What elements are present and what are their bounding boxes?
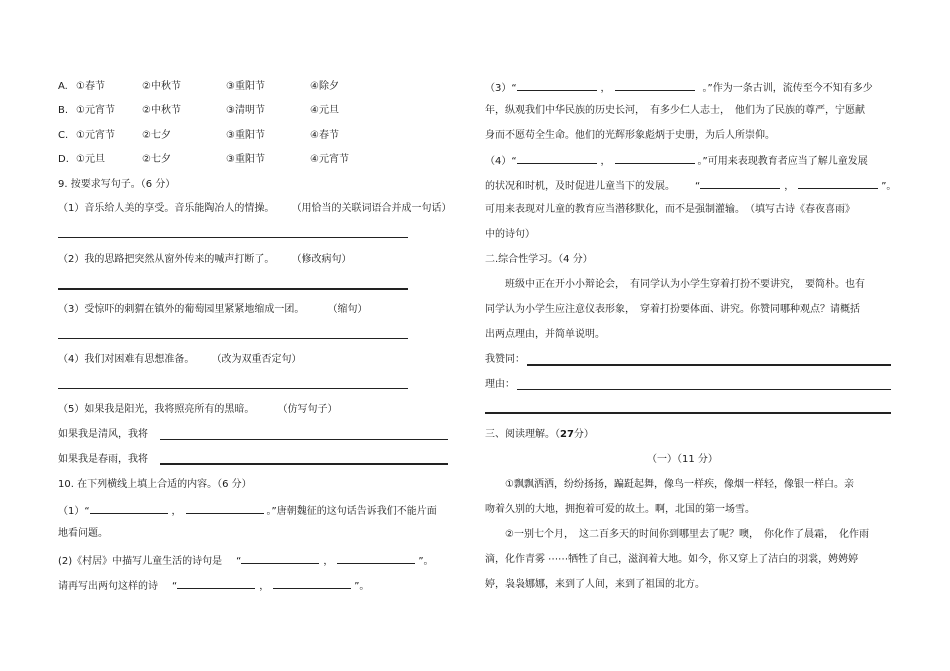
q10-title: 10. 在下列横线上填上合适的内容。（6 分） bbox=[58, 479, 252, 490]
sec2-para-line2: 同学认为小学生应注意仪表形象， 穿着打扮要体面、讲究。你赞同哪种观点？请概括 bbox=[485, 304, 860, 315]
q9-item4-hint: （改为双重否定句） bbox=[211, 354, 302, 365]
passage-p2-line1: ②一别七个月， 这二百多天的时间你到哪里去了呢？噢， 你化作了晨霜， 化作雨 bbox=[505, 529, 869, 540]
choice-option: ②中秋节 bbox=[142, 81, 181, 92]
q9-item5-text: （5）如果我是阳光，我将照亮所有的黑暗。 bbox=[58, 404, 255, 415]
open-quote: “ bbox=[172, 581, 178, 592]
blank-line[interactable] bbox=[241, 553, 319, 564]
close-quote: ”。 bbox=[881, 181, 897, 192]
close-quote: ”。 bbox=[418, 556, 434, 567]
answer-line[interactable] bbox=[160, 463, 448, 465]
choice-option: ②七夕 bbox=[142, 130, 171, 141]
choice-option: ④元旦 bbox=[310, 105, 339, 116]
q9-title: 9. 按要求写句子。（6 分） bbox=[58, 179, 176, 190]
choice-letter[interactable]: C. bbox=[58, 130, 69, 141]
choice-letter[interactable]: B. bbox=[58, 105, 69, 116]
agree-input-line[interactable] bbox=[527, 364, 891, 366]
comma: ， bbox=[600, 156, 611, 167]
choice-option: ④除夕 bbox=[310, 81, 339, 92]
choice-option: ①元宵节 bbox=[76, 130, 115, 141]
q9-fill1-label: 如果我是清风，我将 bbox=[58, 429, 148, 440]
choice-letter[interactable]: A. bbox=[58, 81, 68, 92]
reason-label: 理由： bbox=[485, 379, 515, 390]
choice-option: ②中秋节 bbox=[142, 105, 181, 116]
q9-item2 bbox=[58, 253, 352, 267]
comma: ， bbox=[323, 556, 334, 567]
q9-item1-text: （1）音乐给人美的享受。音乐能陶冶人的情操。 bbox=[58, 203, 275, 214]
passage-p1-line2: 吻着久别的大地，拥抱着可爱的故土。啊，北国的第一场雪。 bbox=[485, 504, 755, 515]
sec3-title-b: 分） bbox=[573, 429, 594, 440]
choice-option: ③重阳节 bbox=[226, 154, 265, 165]
q9-item5-hint: （仿写句子） bbox=[277, 404, 338, 415]
r3-line1 bbox=[485, 80, 873, 96]
r3-open: （3）“ bbox=[485, 83, 517, 94]
choice-option: ④元宵节 bbox=[310, 154, 349, 165]
open-quote: “ bbox=[236, 556, 242, 567]
blank-line[interactable] bbox=[273, 578, 351, 589]
blank-line[interactable] bbox=[517, 153, 597, 164]
answer-line[interactable] bbox=[58, 237, 408, 238]
sec2-para-line1: 班级中正在开小小辩论会， 有同学认为小学生穿着打扮不要讲究， 要简朴。也有 bbox=[505, 279, 865, 290]
choice-option: ③重阳节 bbox=[226, 81, 265, 92]
sec3-title bbox=[485, 428, 594, 442]
passage-p2-line2: 滴，化作青雾 ⋯⋯牺牲了自己，滋润着大地。如今，你又穿上了洁白的羽裳，娉娉婷 bbox=[485, 554, 859, 565]
q9-item2-text: （2）我的思路把突然从窗外传来的喊声打断了。 bbox=[58, 254, 275, 265]
comma: ， bbox=[784, 181, 795, 192]
q9-item1 bbox=[58, 202, 452, 216]
q10-item2 bbox=[58, 553, 434, 569]
comma: ， bbox=[600, 83, 611, 94]
blank-line[interactable] bbox=[700, 178, 780, 189]
sec2-para-line3: 出两点理由，并简单说明。 bbox=[485, 329, 605, 340]
q10-item2-b-text: 请再写出两句这样的诗 bbox=[58, 581, 158, 592]
choice-option: ③重阳节 bbox=[226, 130, 265, 141]
r4-line3: 可用来表现对儿童的教育应当潜移默化，而不是强制灌输。 （填写古诗《春夜喜雨》 bbox=[485, 204, 855, 215]
r4-line4: 中的诗句） bbox=[485, 229, 535, 240]
q9-item3 bbox=[58, 303, 368, 317]
q9-item4-text: （4）我们对困难有思想准备。 bbox=[58, 354, 195, 365]
choice-option: ③清明节 bbox=[226, 105, 265, 116]
q9-fill2-label: 如果我是春雨，我将 bbox=[58, 454, 148, 465]
q10-item2-b bbox=[58, 578, 369, 594]
comma: ， bbox=[259, 581, 270, 592]
sec3-score: 27 bbox=[560, 429, 574, 440]
answer-line[interactable] bbox=[160, 439, 448, 440]
answer-line[interactable] bbox=[58, 388, 408, 389]
r4-open: （4）“ bbox=[485, 156, 517, 167]
r4-close: 。”可用来表现教育者应当了解儿童发展 bbox=[697, 156, 868, 167]
reason-input-line[interactable] bbox=[485, 412, 891, 414]
q9-item2-hint: （修改病句） bbox=[291, 254, 352, 265]
answer-line[interactable] bbox=[58, 338, 408, 339]
comma: ， bbox=[171, 506, 182, 517]
passage-p2-line3: 婷，袅袅娜娜，来到了人间，来到了祖国的北方。 bbox=[485, 579, 705, 590]
blank-line[interactable] bbox=[177, 578, 255, 589]
passage-p1-line1: ①飘飘洒洒，纷纷扬扬，蹁跹起舞，像鸟一样疾，像烟一样轻，像银一样白。亲 bbox=[505, 479, 854, 490]
r4-line2 bbox=[485, 178, 896, 194]
agree-label: 我赞同： bbox=[485, 354, 525, 365]
q9-item4 bbox=[58, 353, 302, 367]
blank-line[interactable] bbox=[90, 503, 168, 514]
choice-option: ①元旦 bbox=[76, 154, 105, 165]
blank-line[interactable] bbox=[798, 178, 878, 189]
r3-line2: 年，纵观我们中华民族的历史长河， 有多少仁人志士， 他们为了民族的尊严，宁愿献 bbox=[485, 105, 865, 116]
sec3-title-a: 三、阅读理解。（ bbox=[485, 429, 560, 440]
blank-line[interactable] bbox=[186, 503, 264, 514]
choice-option: ②七夕 bbox=[142, 154, 171, 165]
q10-item1 bbox=[58, 503, 437, 519]
q9-item1-hint: （用恰当的关联词语合并成一句话） bbox=[291, 203, 452, 214]
answer-line[interactable] bbox=[58, 288, 408, 290]
r3-close: 。”作为一条古训，流传至今不知有多少 bbox=[702, 83, 873, 94]
blank-line[interactable] bbox=[337, 553, 415, 564]
open-quote: “ bbox=[695, 181, 701, 192]
q9-item3-text: （3）受惊吓的刺猬在镇外的葡萄园里紧紧地缩成一团。 bbox=[58, 304, 305, 315]
sub-section-title: （一）（11 分） bbox=[647, 454, 718, 465]
sec2-title: 二.综合性学习。（4 分） bbox=[485, 254, 593, 265]
reason-input-line[interactable] bbox=[517, 389, 891, 390]
q10-item2-a: (2)《村居》中描写儿童生活的诗句是 bbox=[58, 556, 223, 567]
choice-letter[interactable]: D. bbox=[58, 154, 69, 165]
q9-item5 bbox=[58, 403, 338, 417]
q10-item1-close: 。”唐朝魏征的这句话告诉我们不能片面 bbox=[266, 506, 437, 517]
blank-line[interactable] bbox=[615, 80, 695, 91]
blank-line[interactable] bbox=[517, 80, 597, 91]
choice-option: ④春节 bbox=[310, 130, 339, 141]
r4-line2-text: 的状况和时机，及时促进儿童当下的发展。 bbox=[485, 181, 675, 192]
q9-item3-hint: （缩句） bbox=[327, 304, 368, 315]
choice-option: ①春节 bbox=[76, 81, 105, 92]
r3-line3: 身而不愿苟全生命。他们的光辉形象彪炳于史册，为后人所崇仰。 bbox=[485, 130, 775, 141]
close-quote: ”。 bbox=[354, 581, 370, 592]
choice-option: ①元宵节 bbox=[76, 105, 115, 116]
blank-line[interactable] bbox=[615, 153, 695, 164]
q10-item1-cont: 地看问题。 bbox=[58, 528, 108, 539]
r4-line1 bbox=[485, 153, 868, 169]
q10-item1-open: （1）“ bbox=[58, 506, 90, 517]
